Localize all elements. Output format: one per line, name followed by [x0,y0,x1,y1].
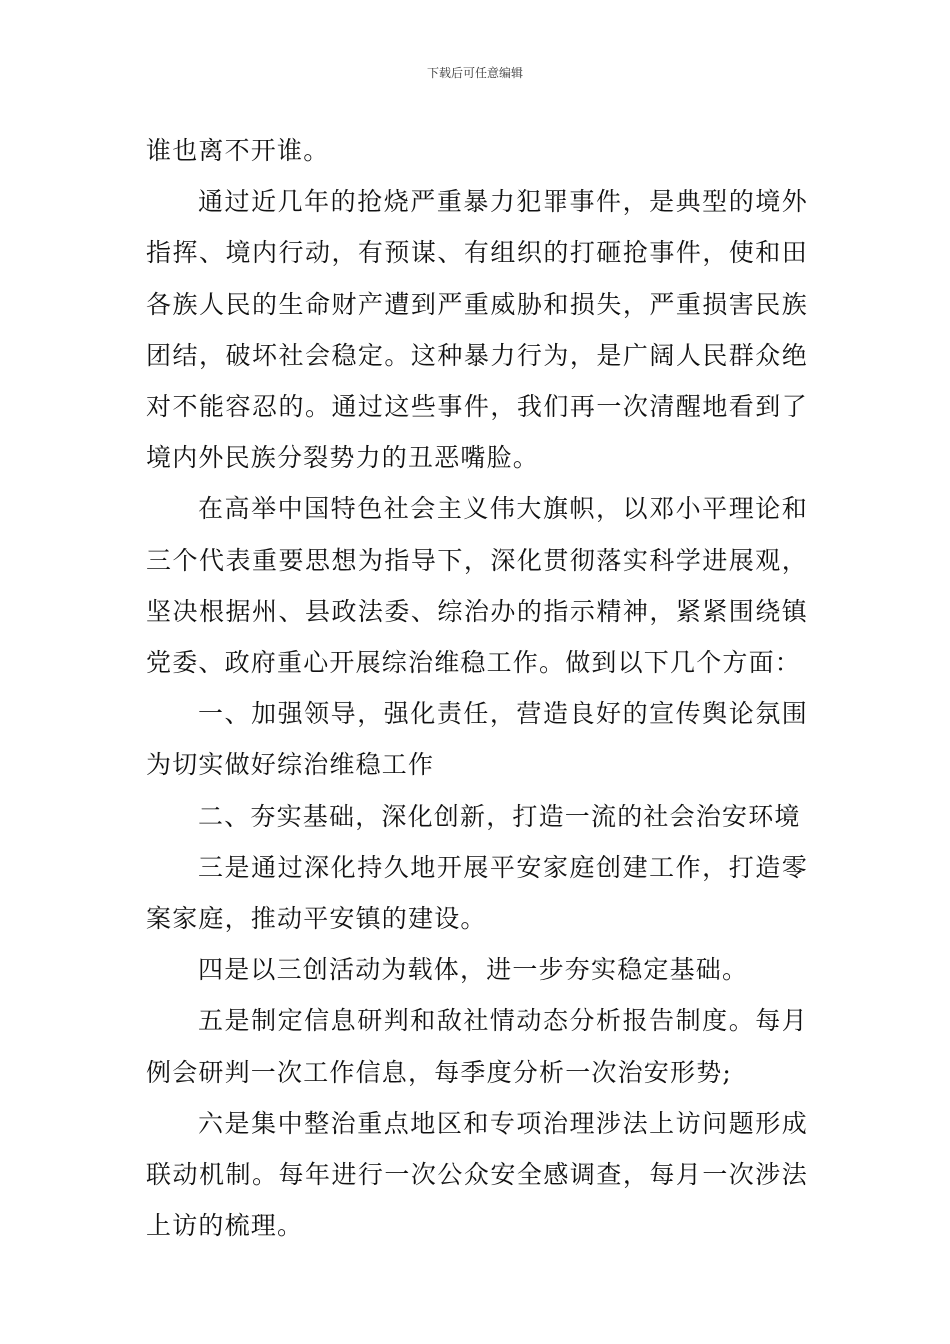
list-item-4: 四是以三创活动为载体，进一步夯实稳定基础。 [198,955,749,985]
page-header: 下载后可任意编辑 [426,66,523,80]
list-item-2: 二、夯实基础，深化创新，打造一流的社会治安环境 [198,801,801,831]
paragraph-continuation: 谁也离不开谁。 [146,136,330,165]
list-item-1: 一、加强领导，强化责任，营造良好的宣传舆论氛围为切实做好综治维稳工作 [146,699,808,780]
paragraph-guiding-principles: 在高举中国特色社会主义伟大旗帜，以邓小平理论和三个代表重要思想为指导下，深化贯彻落实科学进展观，坚决根据州、县政法委、综治办的指示精神，紧紧围绕镇党委、政府重心开展综治维稳工作。做到以下几个方面： [146,494,808,678]
paragraph-violent-incidents: 通过近几年的抢烧严重暴力犯罪事件，是典型的境外指挥、境内行动，有预谋、有组织的打砸抢事件，使和田各族人民的生命财产遭到严重威胁和损失，严重损害民族团结，破坏社会稳定。这种暴力行为，是广阔人民群众绝对不能容忍的。通过这些事件，我们再一次清醒地看到了境内外民族分裂势力的丑恶嘴脸。 [146,187,808,473]
list-item-5: 五是制定信息研判和敌社情动态分析报告制度。每月例会研判一次工作信息，每季度分析一次治安形势; [146,1006,808,1087]
list-item-3: 三是通过深化持久地开展平安家庭创建工作，打造零案家庭，推动平安镇的建设。 [146,852,808,934]
list-item-6: 六是集中整治重点地区和专项治理涉法上访问题形成联动机制。每年进行一次公众安全感调查，每月一次涉法上访的梳理。 [146,1108,808,1241]
document-body [146,125,808,1251]
